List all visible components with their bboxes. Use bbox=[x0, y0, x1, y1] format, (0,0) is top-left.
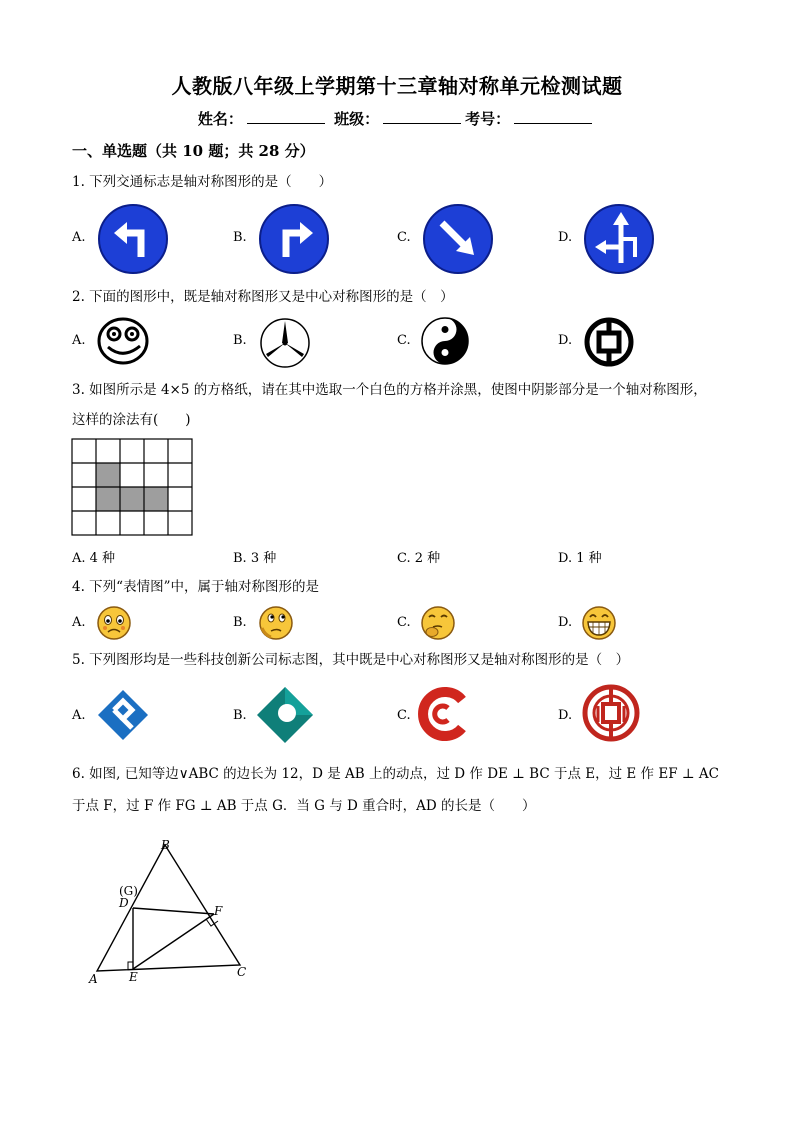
student-info-line bbox=[0, 108, 794, 129]
coin-bank-logo-icon bbox=[583, 316, 635, 368]
question-5-text: 5. 下列图形均是一些科技创新公司标志图，其中既是中心对称图形又是轴对称图形的是（ ） bbox=[72, 652, 630, 668]
three-pointed-star-logo-icon bbox=[258, 316, 312, 370]
diagonal-arrow-sign-icon bbox=[422, 203, 494, 275]
q5-option-c-label: C. bbox=[397, 708, 411, 723]
question-6-text-line1: 6. 如图, 已知等边∨ABC 的边长为 12，D 是 AB 上的动点，过 D 作 DE ⊥ BC 于点 E，过 E 作 EF ⊥ AC bbox=[72, 766, 719, 782]
label-e: E bbox=[129, 970, 138, 984]
straight-or-left-sign-icon bbox=[583, 203, 655, 275]
blue-s-diamond-logo-icon bbox=[96, 688, 150, 742]
question-3-text-line2: 这样的涂法有( ) bbox=[72, 412, 191, 428]
q3-option-b: B. 3 种 bbox=[233, 551, 277, 566]
smiley-face-icon bbox=[96, 316, 150, 366]
exam-no-blank[interactable] bbox=[514, 109, 592, 124]
label-c: C bbox=[237, 965, 247, 979]
class-label: 班级： bbox=[334, 110, 380, 128]
grid-4x5-figure bbox=[72, 439, 194, 535]
label-b: B bbox=[161, 838, 170, 852]
q5-option-d-label: D. bbox=[558, 708, 573, 723]
question-2-text: 2. 下面的图形中，既是轴对称图形又是中心对称图形的是（ ） bbox=[72, 289, 454, 305]
q1-option-a-label: A. bbox=[72, 230, 86, 245]
q5-option-a-label: A. bbox=[72, 708, 86, 723]
section-heading: 一、单选题（共 10 题；共 28 分） bbox=[72, 142, 315, 160]
q4-option-d-label: D. bbox=[558, 615, 573, 630]
teal-diamond-logo-icon bbox=[256, 686, 314, 744]
page-title: 人教版八年级上学期第十三章轴对称单元检测试题 bbox=[171, 74, 623, 98]
q4-option-c-label: C. bbox=[397, 615, 411, 630]
question-4-text: 4. 下列“表情图”中，属于轴对称图形的是 bbox=[72, 579, 319, 595]
q1-option-c-label: C. bbox=[397, 230, 411, 245]
question-6-text-line2: 于点 F，过 F 作 FG ⊥ AB 于点 G．当 G 与 D 重合时，AD 的长是（ ） bbox=[72, 798, 536, 814]
class-blank[interactable] bbox=[383, 109, 461, 124]
thinking-emoji-icon bbox=[420, 605, 456, 641]
q1-option-b-label: B. bbox=[233, 230, 247, 245]
q1-option-d-label: D. bbox=[558, 230, 573, 245]
grinning-emoji-icon bbox=[581, 605, 617, 641]
label-d: D bbox=[119, 896, 129, 910]
sad-emoji-icon bbox=[96, 605, 132, 641]
right-turn-sign-icon bbox=[258, 203, 330, 275]
q3-option-a: A. 4 种 bbox=[72, 551, 116, 566]
question-3-text-line1: 3. 如图所示是 4×5 的方格纸，请在其中选取一个白色的方格并涂黑，使图中阴影部分是一个轴对称图形， bbox=[72, 382, 707, 398]
q2-option-c-label: C. bbox=[397, 333, 411, 348]
yin-yang-icon bbox=[420, 316, 470, 366]
left-turn-sign-icon bbox=[97, 203, 169, 275]
q4-option-b-label: B. bbox=[233, 615, 247, 630]
red-bank-logo-icon bbox=[582, 684, 640, 742]
label-f: F bbox=[214, 904, 223, 918]
q3-option-d: D. 1 种 bbox=[558, 551, 602, 566]
q2-option-a-label: A. bbox=[72, 333, 86, 348]
label-a: A bbox=[89, 972, 98, 986]
name-blank[interactable] bbox=[247, 109, 325, 124]
q2-option-d-label: D. bbox=[558, 333, 573, 348]
doubtful-emoji-icon bbox=[258, 605, 294, 641]
red-c-logo-icon bbox=[420, 688, 466, 740]
label-g: (G) bbox=[119, 884, 138, 898]
exam-no-label: 考号： bbox=[465, 110, 511, 128]
q4-option-a-label: A. bbox=[72, 615, 86, 630]
equilateral-triangle-figure bbox=[85, 835, 255, 990]
question-1-text: 1. 下列交通标志是轴对称图形的是（ ） bbox=[72, 174, 333, 190]
q5-option-b-label: B. bbox=[233, 708, 247, 723]
q2-option-b-label: B. bbox=[233, 333, 247, 348]
q3-option-c: C. 2 种 bbox=[397, 551, 441, 566]
name-label: 姓名： bbox=[197, 110, 243, 128]
